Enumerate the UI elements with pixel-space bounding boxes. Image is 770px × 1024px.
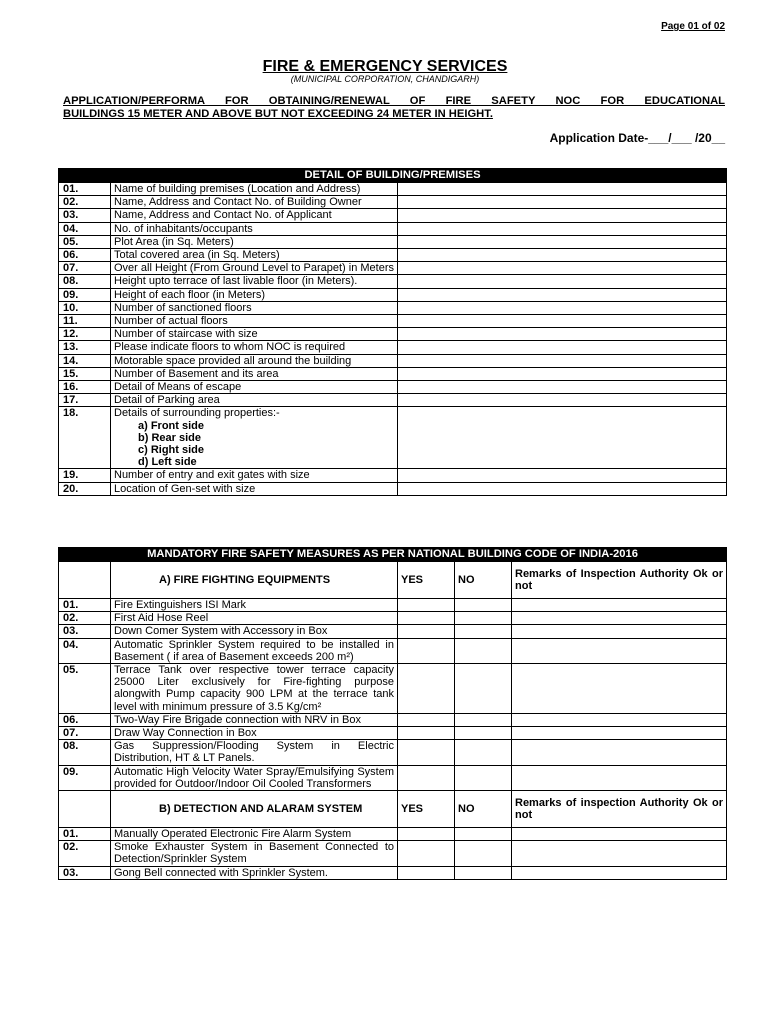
table-row [59, 288, 727, 301]
no-cell[interactable] [455, 625, 512, 638]
row-number: 08. [59, 740, 111, 765]
row-text: Height of each floor (in Meters) [114, 288, 266, 301]
table-row [59, 482, 727, 495]
yes-cell[interactable] [398, 625, 455, 638]
row-description [111, 394, 398, 407]
row-description: Draw Way Connection in Box [111, 727, 398, 740]
detection-header [59, 791, 727, 828]
table-row [59, 235, 727, 248]
table-row [59, 599, 727, 612]
table-row [59, 249, 727, 262]
page-title: FIRE & EMERGENCY SERVICES [262, 58, 508, 75]
row-number: 02. [59, 612, 111, 625]
row-number: 15. [59, 367, 111, 380]
remarks-cell[interactable] [512, 740, 727, 765]
answer-cell[interactable] [398, 394, 727, 407]
row-number: 16. [59, 381, 111, 394]
row-text: Height upto terrace of last livable floor (in Meters). [114, 275, 358, 288]
table-row [59, 740, 727, 765]
row-text: Number of sanctioned floors [114, 301, 252, 314]
row-description: Two-Way Fire Brigade connection with NRV in Box [111, 713, 398, 726]
row-number: 10. [59, 301, 111, 314]
table-row [59, 183, 727, 196]
row-text: Number of entry and exit gates with size [114, 469, 310, 482]
page-number: Page 01 of 02 [661, 21, 725, 32]
row-number: 09. [59, 288, 111, 301]
answer-cell[interactable] [398, 183, 727, 196]
answer-cell[interactable] [398, 482, 727, 495]
no-cell[interactable] [455, 841, 512, 866]
table-row [59, 354, 727, 367]
row-number: 18. [59, 407, 111, 469]
row-number: 03. [59, 209, 111, 222]
row-text: Number of Basement and its area [114, 367, 279, 380]
answer-cell[interactable] [398, 249, 727, 262]
row-description [111, 262, 398, 275]
answer-cell[interactable] [398, 196, 727, 209]
row-description [111, 469, 398, 482]
table-row [59, 328, 727, 341]
row-description: First Aid Hose Reel [111, 612, 398, 625]
remarks-cell[interactable] [512, 841, 727, 866]
row-description [111, 407, 398, 469]
answer-cell[interactable] [398, 381, 727, 394]
row-number: 06. [59, 713, 111, 726]
row-description: Automatic High Velocity Water Spray/Emulsifying System provided for Outdoor/Indoor Oil Cooled Transformers [111, 765, 398, 790]
yes-cell[interactable] [398, 828, 455, 841]
remarks-column-header: Remarks of inspection Authority Ok or not [512, 791, 727, 828]
row-description [111, 367, 398, 380]
row-number: 04. [59, 638, 111, 663]
row-number: 19. [59, 469, 111, 482]
row-description [111, 222, 398, 235]
row-text: Total covered area (in Sq. Meters) [114, 249, 280, 262]
row-text: Name, Address and Contact No. of Building Owner [114, 196, 362, 209]
answer-cell[interactable] [398, 367, 727, 380]
row-description [111, 288, 398, 301]
yes-cell[interactable] [398, 713, 455, 726]
yes-cell[interactable] [398, 664, 455, 714]
row-number: 03. [59, 866, 111, 879]
no-cell[interactable] [455, 612, 512, 625]
row-description [111, 381, 398, 394]
row-number: 05. [59, 664, 111, 714]
surrounding-side: b) Rear side [138, 431, 201, 444]
no-cell[interactable] [455, 727, 512, 740]
row-description [111, 196, 398, 209]
row-number: 08. [59, 275, 111, 288]
yes-cell[interactable] [398, 841, 455, 866]
fire-safety-table [58, 547, 727, 880]
answer-cell[interactable] [398, 341, 727, 354]
row-description: Gas Suppression/Flooding System in Electric Distribution, HT & LT Panels. [111, 740, 398, 765]
table-row [59, 341, 727, 354]
answer-cell[interactable] [398, 407, 727, 469]
answer-cell[interactable] [398, 354, 727, 367]
table-row [59, 638, 727, 663]
row-text: Number of staircase with size [114, 328, 258, 341]
detection-title: B) DETECTION AND ALARAM SYSTEM [111, 791, 398, 828]
row-description: Manually Operated Electronic Fire Alarm System [111, 828, 398, 841]
building-details-table [58, 168, 727, 496]
table-row [59, 828, 727, 841]
row-number: 13. [59, 341, 111, 354]
no-cell[interactable] [455, 713, 512, 726]
row-number: 06. [59, 249, 111, 262]
fire-fighting-header [59, 562, 727, 599]
mandatory-section-title: MANDATORY FIRE SAFETY MEASURES AS PER NATIONAL BUILDING CODE OF INDIA-2016 [59, 548, 727, 562]
table-row [59, 866, 727, 879]
answer-cell[interactable] [398, 315, 727, 328]
row-number: 12. [59, 328, 111, 341]
no-column-header: NO [455, 562, 512, 599]
table-row [59, 222, 727, 235]
row-description [111, 328, 398, 341]
row-text: Please indicate floors to whom NOC is required [114, 341, 346, 354]
yes-cell[interactable] [398, 740, 455, 765]
row-number: 11. [59, 315, 111, 328]
row-description [111, 315, 398, 328]
row-number: 01. [59, 828, 111, 841]
form-heading [63, 95, 725, 121]
row-description: Smoke Exhauster System in Basement Connected to Detection/Sprinkler System [111, 841, 398, 866]
remarks-cell[interactable] [512, 727, 727, 740]
answer-cell[interactable] [398, 328, 727, 341]
row-number: 02. [59, 196, 111, 209]
answer-cell[interactable] [398, 222, 727, 235]
fire-fighting-title: A) FIRE FIGHTING EQUIPMENTS [111, 562, 398, 599]
row-text: Detail of Parking area [114, 394, 220, 407]
answer-cell[interactable] [398, 262, 727, 275]
remarks-cell[interactable] [512, 638, 727, 663]
row-number: 17. [59, 394, 111, 407]
row-description [111, 209, 398, 222]
yes-cell[interactable] [398, 599, 455, 612]
table-row [59, 727, 727, 740]
table-row [59, 315, 727, 328]
remarks-cell[interactable] [512, 828, 727, 841]
row-description [111, 301, 398, 314]
row-description [111, 235, 398, 248]
remarks-cell[interactable] [512, 599, 727, 612]
surrounding-side: a) Front side [138, 419, 205, 432]
no-column-header: NO [455, 791, 512, 828]
form-heading-line2: BUILDINGS 15 METER AND ABOVE BUT NOT EXCEEDING 24 METER IN HEIGHT. [63, 108, 493, 120]
row-description [111, 183, 398, 196]
no-cell[interactable] [455, 638, 512, 663]
form-heading-line1: APPLICATION/PERFORMA FOR OBTAINING/RENEWAL OF FIRE SAFETY NOC FOR EDUCATIONAL [63, 95, 725, 107]
table-row [59, 612, 727, 625]
row-text: Plot Area (in Sq. Meters) [114, 235, 234, 248]
row-description: Gong Bell connected with Sprinkler System. [111, 866, 398, 879]
yes-cell[interactable] [398, 612, 455, 625]
answer-cell[interactable] [398, 301, 727, 314]
row-number: 07. [59, 727, 111, 740]
remarks-cell[interactable] [512, 713, 727, 726]
row-number: 05. [59, 235, 111, 248]
table-row [59, 765, 727, 790]
remarks-cell[interactable] [512, 664, 727, 714]
yes-column-header: YES [398, 562, 455, 599]
application-date: Application Date-___/___ /20__ [549, 131, 725, 145]
remarks-column-header: Remarks of Inspection Authority Ok or not [512, 562, 727, 599]
row-text: Name, Address and Contact No. of Applicant [114, 209, 332, 222]
no-cell[interactable] [455, 740, 512, 765]
yes-cell[interactable] [398, 727, 455, 740]
surrounding-side: c) Right side [138, 444, 205, 457]
row-text: Details of surrounding properties:- [114, 407, 280, 420]
row-description [111, 354, 398, 367]
table-row [59, 367, 727, 380]
row-description [111, 482, 398, 495]
row-text: Location of Gen-set with size [114, 482, 256, 495]
yes-column-header: YES [398, 791, 455, 828]
table-row [59, 196, 727, 209]
remarks-cell[interactable] [512, 866, 727, 879]
row-text: Over all Height (From Ground Level to Parapet) in Meters [114, 262, 395, 275]
row-number: 03. [59, 625, 111, 638]
table-row [59, 262, 727, 275]
row-number: 14. [59, 354, 111, 367]
table-row [59, 407, 727, 469]
table-row [59, 301, 727, 314]
remarks-cell[interactable] [512, 765, 727, 790]
yes-cell[interactable] [398, 765, 455, 790]
row-description [111, 249, 398, 262]
table-row [59, 209, 727, 222]
table-row [59, 394, 727, 407]
row-number: 09. [59, 765, 111, 790]
row-text: Name of building premises (Location and Address) [114, 183, 361, 195]
table-row [59, 841, 727, 866]
answer-cell[interactable] [398, 288, 727, 301]
no-cell[interactable] [455, 664, 512, 714]
table-row [59, 381, 727, 394]
answer-cell[interactable] [398, 469, 727, 482]
row-text: Motorable space provided all around the building [114, 354, 352, 367]
yes-cell[interactable] [398, 638, 455, 663]
table-row [59, 469, 727, 482]
page-subtitle: (MUNICIPAL CORPORATION, CHANDIGARH) [290, 74, 480, 84]
row-description: Down Comer System with Accessory in Box [111, 625, 398, 638]
row-number: 20. [59, 482, 111, 495]
yes-cell[interactable] [398, 866, 455, 879]
remarks-cell[interactable] [512, 612, 727, 625]
answer-cell[interactable] [398, 275, 727, 288]
row-description [111, 275, 398, 288]
row-text: Number of actual floors [114, 315, 228, 328]
row-description [111, 341, 398, 354]
row-text: No. of inhabitants/occupants [114, 222, 253, 235]
no-cell[interactable] [455, 765, 512, 790]
answer-cell[interactable] [398, 235, 727, 248]
table-row [59, 713, 727, 726]
row-description: Terrace Tank over respective tower terrace capacity 25000 Liter exclusively for Fire-fighting purpose alongwith Pump capacity 900 LPM at the terrace tank level with minimum pressure of 3.5 Kg/cm² [111, 664, 398, 714]
row-number: 07. [59, 262, 111, 275]
table-row [59, 664, 727, 714]
row-number: 01. [59, 599, 111, 612]
row-number: 04. [59, 222, 111, 235]
table-row [59, 275, 727, 288]
row-text: Detail of Means of escape [114, 381, 242, 394]
row-number: 01. [59, 183, 111, 196]
no-cell[interactable] [455, 866, 512, 879]
remarks-cell[interactable] [512, 625, 727, 638]
row-description: Automatic Sprinkler System required to be installed in Basement ( if area of Basement exceeds 200 m²) [111, 638, 398, 663]
surrounding-side: d) Left side [138, 456, 197, 469]
row-number: 02. [59, 841, 111, 866]
no-cell[interactable] [455, 599, 512, 612]
table-row [59, 625, 727, 638]
answer-cell[interactable] [398, 209, 727, 222]
building-section-title: DETAIL OF BUILDING/PREMISES [59, 169, 727, 183]
no-cell[interactable] [455, 828, 512, 841]
row-description: Fire Extinguishers ISI Mark [111, 599, 398, 612]
